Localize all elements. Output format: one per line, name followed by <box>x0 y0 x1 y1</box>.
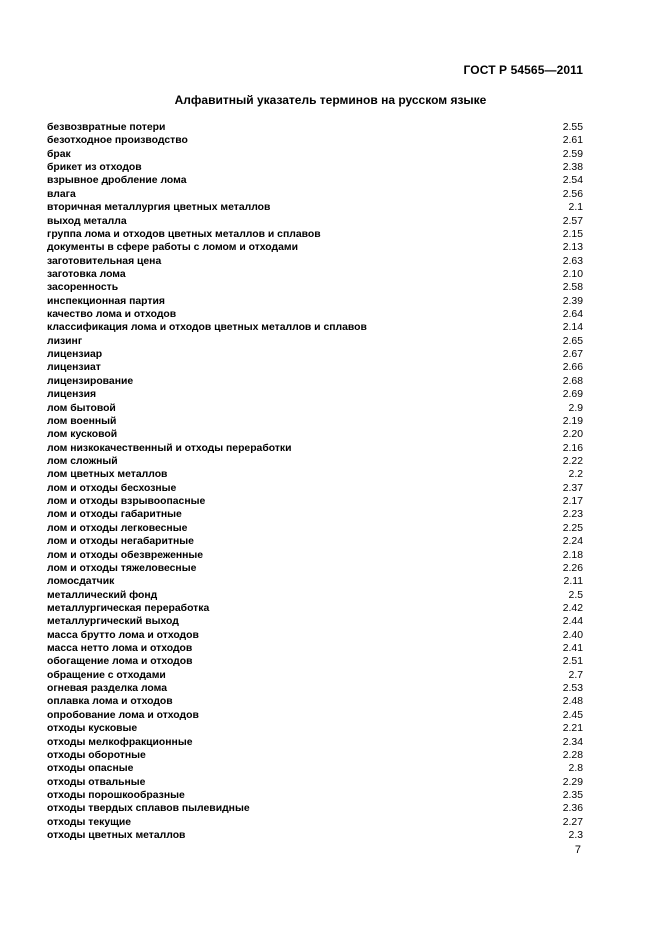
index-term: оплавка лома и отходов <box>47 696 173 708</box>
index-ref-number: 2.36 <box>562 803 583 815</box>
index-entry <box>47 642 583 655</box>
index-entry <box>47 575 583 588</box>
index-term: отходы оборотные <box>47 749 146 761</box>
index-entry <box>47 762 583 775</box>
index-entry <box>47 749 583 762</box>
index-term: документы в сфере работы с ломом и отходами <box>47 242 298 254</box>
index-entry <box>47 215 583 228</box>
index-ref-number: 2.2 <box>568 469 583 481</box>
index-term: отходы опасные <box>47 763 134 775</box>
index-entry <box>47 348 583 361</box>
index-entry <box>47 508 583 521</box>
index-ref-number: 2.9 <box>568 402 583 414</box>
index-entry <box>47 549 583 562</box>
index-entry <box>47 615 583 628</box>
index-entry <box>47 308 583 321</box>
index-ref-number: 2.53 <box>562 683 583 695</box>
index-ref-number: 2.54 <box>562 175 583 187</box>
index-ref-number: 2.42 <box>562 602 583 614</box>
index-ref-number: 2.61 <box>562 135 583 147</box>
index-term: взрывное дробление лома <box>47 175 187 187</box>
index-term: заготовительная цена <box>47 255 162 267</box>
index-ref-number: 2.40 <box>562 629 583 641</box>
index-entry <box>47 375 583 388</box>
index-ref-number: 2.64 <box>562 309 583 321</box>
index-entry <box>47 402 583 415</box>
index-ref-number: 2.55 <box>562 122 583 133</box>
index-entry <box>47 321 583 334</box>
index-entry <box>47 361 583 374</box>
index-ref-number: 2.21 <box>562 723 583 735</box>
index-term: лицензиат <box>47 362 101 374</box>
index-term: лом бытовой <box>47 402 116 414</box>
index-ref-number: 2.7 <box>568 669 583 681</box>
index-term: брикет из отходов <box>47 162 142 174</box>
index-entry <box>47 629 583 642</box>
index-ref-number: 2.27 <box>562 816 583 828</box>
index-term: отходы порошкообразные <box>47 789 185 801</box>
index-term: опробование лома и отходов <box>47 709 199 721</box>
index-term: заготовка лома <box>47 268 126 280</box>
index-entry <box>47 682 583 695</box>
index-ref-number: 2.20 <box>562 429 583 441</box>
index-ref-number: 2.67 <box>562 349 583 361</box>
index-ref-number: 2.68 <box>562 375 583 387</box>
index-ref-number: 2.13 <box>562 242 583 254</box>
index-term: обращение с отходами <box>47 669 166 681</box>
index-ref-number: 2.58 <box>562 282 583 294</box>
index-ref-number: 2.44 <box>562 616 583 628</box>
index-term: безотходное производство <box>47 135 188 147</box>
index-term: масса брутто лома и отходов <box>47 629 199 641</box>
index-ref-number: 2.11 <box>563 576 583 588</box>
index-term: лом и отходы негабаритные <box>47 536 194 548</box>
index-ref-number: 2.24 <box>562 536 583 548</box>
index-ref-number: 2.17 <box>562 496 583 508</box>
index-ref-number: 2.41 <box>562 643 583 655</box>
index-ref-number: 2.22 <box>562 455 583 467</box>
index-ref-number: 2.26 <box>562 562 583 574</box>
index-term: огневая разделка лома <box>47 683 167 695</box>
index-ref-number: 2.57 <box>562 215 583 227</box>
index-term: лом кусковой <box>47 429 118 441</box>
index-ref-number: 2.38 <box>562 162 583 174</box>
index-entry <box>47 655 583 668</box>
index-entry <box>47 228 583 241</box>
index-term: лом и отходы взрывоопасные <box>47 496 206 508</box>
index-ref-number: 2.19 <box>562 415 583 427</box>
index-term: безвозвратные потери <box>47 122 166 133</box>
index-entry <box>47 816 583 829</box>
index-ref-number: 2.45 <box>562 709 583 721</box>
index-entry <box>47 602 583 615</box>
index-entry <box>47 589 583 602</box>
index-entry <box>47 134 583 147</box>
index-entry <box>47 281 583 294</box>
index-entry <box>47 535 583 548</box>
index-entry <box>47 174 583 187</box>
index-entry <box>47 562 583 575</box>
index-ref-number: 2.34 <box>562 736 583 748</box>
index-term: лом и отходы тяжеловесные <box>47 562 197 574</box>
index-entry <box>47 522 583 535</box>
index-term: обогащение лома и отходов <box>47 656 193 668</box>
index-term: ломосдатчик <box>47 576 115 588</box>
index-ref-number: 2.56 <box>562 188 583 200</box>
index-term: лицензирование <box>47 375 134 387</box>
index-term: лом сложный <box>47 455 118 467</box>
index-entry <box>47 695 583 708</box>
index-entry <box>47 495 583 508</box>
index-term: лизинг <box>47 335 83 347</box>
index-term: лом и отходы обезвреженные <box>47 549 204 561</box>
index-ref-number: 2.18 <box>562 549 583 561</box>
index-term: отходы цветных металлов <box>47 830 186 842</box>
index-entry <box>47 161 583 174</box>
index-entry <box>47 335 583 348</box>
page-number: 7 <box>574 844 581 856</box>
index-ref-number: 2.1 <box>568 202 583 214</box>
index-ref-number: 2.23 <box>562 509 583 521</box>
index-term: лом военный <box>47 415 117 427</box>
index-entry <box>47 468 583 481</box>
index-entry <box>47 455 583 468</box>
index-entry <box>47 736 583 749</box>
index-term: лом низкокачественный и отходы переработки <box>47 442 292 454</box>
index-term: засоренность <box>47 282 119 294</box>
term-index-list <box>47 121 583 842</box>
index-ref-number: 2.15 <box>562 228 583 240</box>
index-ref-number: 2.10 <box>562 268 583 280</box>
index-entry <box>47 802 583 815</box>
index-term: отходы мелкофракционные <box>47 736 193 748</box>
index-entry <box>47 442 583 455</box>
index-ref-number: 2.65 <box>562 335 583 347</box>
index-term: лом цветных металлов <box>47 469 168 481</box>
document-code: ГОСТ Р 54565—2011 <box>463 63 583 77</box>
index-term: брак <box>47 148 71 160</box>
index-term: качество лома и отходов <box>47 309 177 321</box>
page-title: Алфавитный указатель терминов на русском языке <box>174 93 487 107</box>
index-term: металлический фонд <box>47 589 158 601</box>
index-term: классификация лома и отходов цветных металлов и сплавов <box>47 322 367 334</box>
index-term: лицензиар <box>47 349 103 361</box>
index-entry <box>47 428 583 441</box>
index-term: отходы твердых сплавов пылевидные <box>47 803 250 815</box>
index-term: отходы отвальные <box>47 776 146 788</box>
index-ref-number: 2.51 <box>562 656 583 668</box>
index-entry <box>47 201 583 214</box>
index-ref-number: 2.3 <box>568 830 583 842</box>
index-entry <box>47 709 583 722</box>
index-entry <box>47 148 583 161</box>
index-entry <box>47 268 583 281</box>
index-term: металлургическая переработка <box>47 602 210 614</box>
index-entry <box>47 188 583 201</box>
index-ref-number: 2.48 <box>562 696 583 708</box>
index-entry <box>47 789 583 802</box>
index-entry <box>47 669 583 682</box>
index-term: лицензия <box>47 389 97 401</box>
index-term: лом и отходы бесхозные <box>47 482 177 494</box>
index-ref-number: 2.63 <box>562 255 583 267</box>
index-entry <box>47 255 583 268</box>
index-term: лом и отходы легковесные <box>47 522 188 534</box>
index-entry <box>47 388 583 401</box>
index-term: выход металла <box>47 215 127 227</box>
index-entry <box>47 121 583 134</box>
index-term: металлургический выход <box>47 616 179 628</box>
index-ref-number: 2.25 <box>562 522 583 534</box>
index-term: вторичная металлургия цветных металлов <box>47 202 271 214</box>
index-ref-number: 2.16 <box>562 442 583 454</box>
index-ref-number: 2.59 <box>562 148 583 160</box>
index-term: лом и отходы габаритные <box>47 509 182 521</box>
index-entry <box>47 415 583 428</box>
index-ref-number: 2.37 <box>562 482 583 494</box>
index-term: инспекционная партия <box>47 295 165 307</box>
index-ref-number: 2.66 <box>562 362 583 374</box>
index-entry <box>47 829 583 842</box>
index-ref-number: 2.14 <box>562 322 583 334</box>
index-ref-number: 2.29 <box>562 776 583 788</box>
index-ref-number: 2.5 <box>568 589 583 601</box>
index-entry <box>47 722 583 735</box>
index-entry <box>47 241 583 254</box>
index-ref-number: 2.35 <box>562 789 583 801</box>
index-term: масса нетто лома и отходов <box>47 643 193 655</box>
index-term: отходы кусковые <box>47 723 138 735</box>
index-entry <box>47 482 583 495</box>
index-entry <box>47 295 583 308</box>
index-term: влага <box>47 188 76 200</box>
index-ref-number: 2.39 <box>562 295 583 307</box>
index-entry <box>47 776 583 789</box>
index-ref-number: 2.8 <box>568 763 583 775</box>
index-ref-number: 2.28 <box>562 749 583 761</box>
index-term: группа лома и отходов цветных металлов и сплавов <box>47 228 321 240</box>
index-term: отходы текущие <box>47 816 132 828</box>
index-ref-number: 2.69 <box>562 389 583 401</box>
